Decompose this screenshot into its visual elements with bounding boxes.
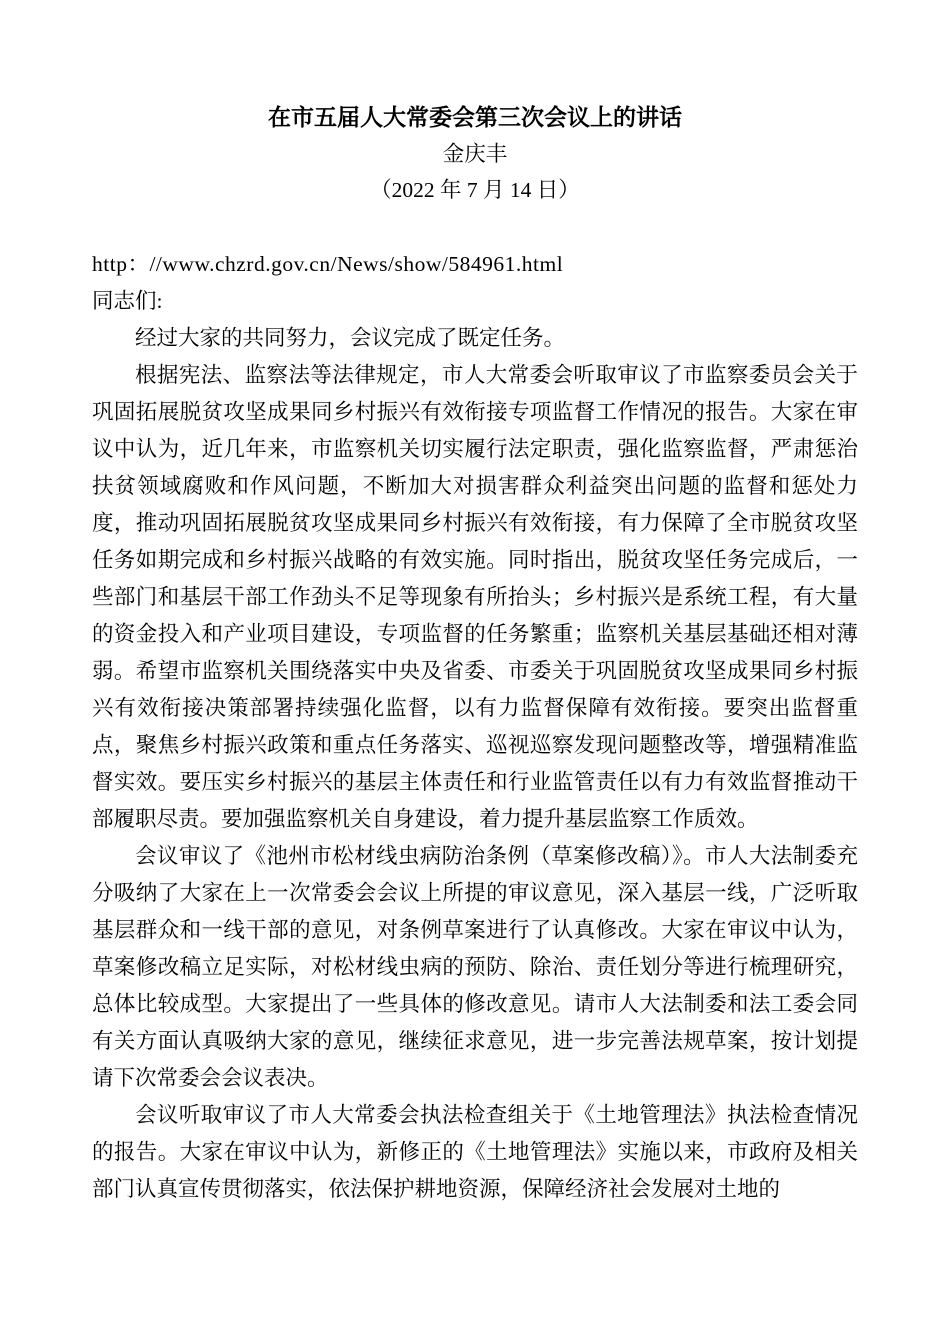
- paragraph: 会议审议了《池州市松材线虫病防治条例（草案修改稿）》。市人大法制委充分吸纳了大家在上一次常委会会议上所提的审议意见，深入基层一线，广泛听取基层群众和一线干部的意见，对条例草案进行了认真修改。大家在审议中认为，草案修改稿立足实际，对松材线虫病的预防、除治、责任划分等进行梳理研究，总体比较成型。大家提出了一些具体的修改意见。请市人大法制委和法工委会同有关方面认真吸纳大家的意见，继续征求意见，进一步完善法规草案，按计划提请下次常委会会议表决。: [92, 844, 858, 1090]
- doc-date: （2022 年 7 月 14 日）: [370, 178, 580, 202]
- doc-source-url: http：//www.chzrd.gov.cn/News/show/584961.html: [92, 252, 564, 276]
- doc-title: 在市五届人大常委会第三次会议上的讲话: [268, 105, 682, 130]
- paragraph: 经过大家的共同努力，会议完成了既定任务。: [135, 326, 566, 350]
- paragraph: 会议听取审议了市人大常委会执法检查组关于《土地管理法》执法检查情况的报告。大家在审议中认为，新修正的《土地管理法》实施以来，市政府及相关部门认真宣传贯彻落实，依法保护耕地资源，保障经济社会发展对土地的: [92, 1103, 858, 1201]
- paragraph: 根据宪法、监察法等法律规定，市人大常委会听取审议了市监察委员会关于巩固拓展脱贫攻坚成果同乡村振兴有效衔接专项监督工作情况的报告。大家在审议中认为，近几年来，市监察机关切实履行法定职责，强化监察监督，严肃惩治扶贫领域腐败和作风问题，不断加大对损害群众利益突出问题的监督和惩处力度，推动巩固拓展脱贫攻坚成果同乡村振兴有效衔接，有力保障了全市脱贫攻坚任务如期完成和乡村振兴战略的有效实施。同时指出，脱贫攻坚任务完成后，一些部门和基层干部工作劲头不足等现象有所抬头；乡村振兴是系统工程，有大量的资金投入和产业项目建设，专项监督的任务繁重；监察机关基层基础还相对薄弱。希望市监察机关围绕落实中央及省委、市委关于巩固脱贫攻坚成果同乡村振兴有效衔接决策部署持续强化监督，以有力监督保障有效衔接。要突出监督重点，聚焦乡村振兴政策和重点任务落实、巡视巡察发现问题整改等，增强精准监督实效。要压实乡村振兴的基层主体责任和行业监管责任以有力有效监督推动干部履职尽责。要加强监察机关自身建设，着力提升基层监察工作质效。: [92, 363, 858, 831]
- salutation: 同志们:: [92, 289, 163, 313]
- doc-author: 金庆丰: [442, 142, 508, 166]
